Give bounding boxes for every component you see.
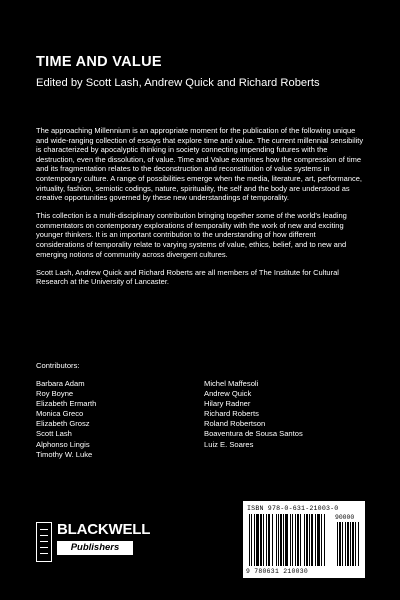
barcode-bar (317, 514, 320, 566)
barcode-addon-code: 90000 (335, 514, 355, 521)
barcode-bar (297, 514, 299, 566)
barcode-bar (278, 514, 279, 566)
blurb (36, 126, 366, 295)
barcode-bar (306, 514, 308, 566)
contributor-name: Luiz E. Soares (204, 439, 254, 449)
barcode-bar (311, 514, 313, 566)
barcode-bar (268, 514, 270, 566)
barcode-bar (355, 522, 356, 566)
barcode-bar (272, 514, 273, 566)
contributor-name: Boaventura de Sousa Santos (204, 429, 303, 439)
barcode-bar (256, 514, 259, 566)
blurb-paragraph: The approaching Millennium is an appropriate moment for the publication of the following unique and wide-ranging collection of essays that explore time and value. The current millennial sensibility is characterized by apocalyptic thinking in society connecting impending futures with the destruction, even the dissolution, of value. Time and Value examines how the compression of time and its fragmentation relates to the deconstruction and reconstitution of value systems in contemporary culture. A range of possibilities emerge when the media, literature, art, performance, virtuality, fashion, semiotic codings, nature, spirituality, the self and the body are understood as creative opportunities governed by these new understandings of temporality. (36, 126, 364, 203)
contributors-heading: Contributors: (36, 361, 80, 370)
barcode-bar (283, 514, 284, 566)
barcode-bar (263, 514, 264, 566)
contributor-name: Timothy W. Luke (36, 449, 93, 459)
editors-line: Edited by Scott Lash, Andrew Quick and Richard Roberts (36, 77, 320, 89)
barcode-bar (285, 514, 288, 566)
barcode-bar (337, 522, 338, 566)
barcode-bar (290, 514, 291, 566)
barcode-bar (345, 522, 346, 566)
contributor-name: Elizabeth Ermarth (36, 399, 97, 409)
barcode-bar (324, 514, 325, 566)
contributor-name: Monica Greco (36, 409, 84, 419)
barcode-bar (254, 514, 255, 566)
contributor-name: Scott Lash (36, 429, 72, 439)
barcode-bar (315, 514, 316, 566)
contributor-name: Hilary Radner (204, 399, 251, 409)
barcode-bar (280, 514, 282, 566)
barcode-addon-bars (337, 522, 361, 566)
barcode-bar (358, 522, 359, 566)
isbn-barcode (243, 501, 365, 578)
barcode-bar (321, 514, 322, 566)
barcode-bar (304, 514, 305, 566)
blurb-paragraph: Scott Lash, Andrew Quick and Richard Roberts are all members of The Institute for Cultural Research at the University of Lancaster. (36, 267, 339, 287)
barcode-bar (292, 514, 293, 566)
barcode-bar (276, 514, 277, 566)
contributor-name: Barbara Adam (36, 379, 85, 388)
contributor-name: Roy Boyne (36, 389, 74, 399)
barcode-bars (249, 514, 333, 566)
barcode-bar (251, 514, 252, 566)
publisher-logo (36, 520, 166, 564)
contributor-name: Andrew Quick (204, 389, 252, 399)
barcode-bar (266, 514, 267, 566)
contributor-name: Elizabeth Grosz (36, 419, 90, 429)
blurb-paragraph: This collection is a multi-disciplinary contribution bringing together some of the world’s leading commentators on contemporary explorations of temporality with the work of new and exciting younger thinkers. It is an important contribution to the understanding of how different considerations of temporality relate to varying systems of value, ethics, belief, and to new and emerging notions of community across divergent cultures. (36, 211, 347, 259)
contributor-name: Richard Roberts (204, 409, 259, 419)
book-title: TIME AND VALUE (36, 54, 162, 70)
publisher-name: BLACKWELL (57, 521, 151, 538)
barcode-bar (249, 514, 250, 566)
barcode-bar (295, 514, 296, 566)
contributors-list-right (204, 379, 303, 450)
barcode-digits: 9 780631 210030 (246, 568, 309, 575)
blackwell-emblem-icon (36, 522, 52, 562)
contributor-name: Michel Maffesoli (204, 379, 259, 388)
barcode-bar (339, 522, 341, 566)
barcode-bar (342, 522, 343, 566)
publisher-sub: Publishers (57, 541, 133, 555)
contributor-name: Roland Robertson (204, 419, 266, 429)
isbn-text: ISBN 978-0-631-21003-0 (247, 505, 339, 512)
contributors-list-left (36, 379, 96, 460)
barcode-bar (260, 514, 262, 566)
barcode-bar (352, 522, 354, 566)
contributor-name: Alphonso Lingis (36, 439, 90, 449)
barcode-bar (347, 522, 349, 566)
barcode-bar (309, 514, 310, 566)
barcode-bar (350, 522, 351, 566)
barcode-bar (300, 514, 301, 566)
